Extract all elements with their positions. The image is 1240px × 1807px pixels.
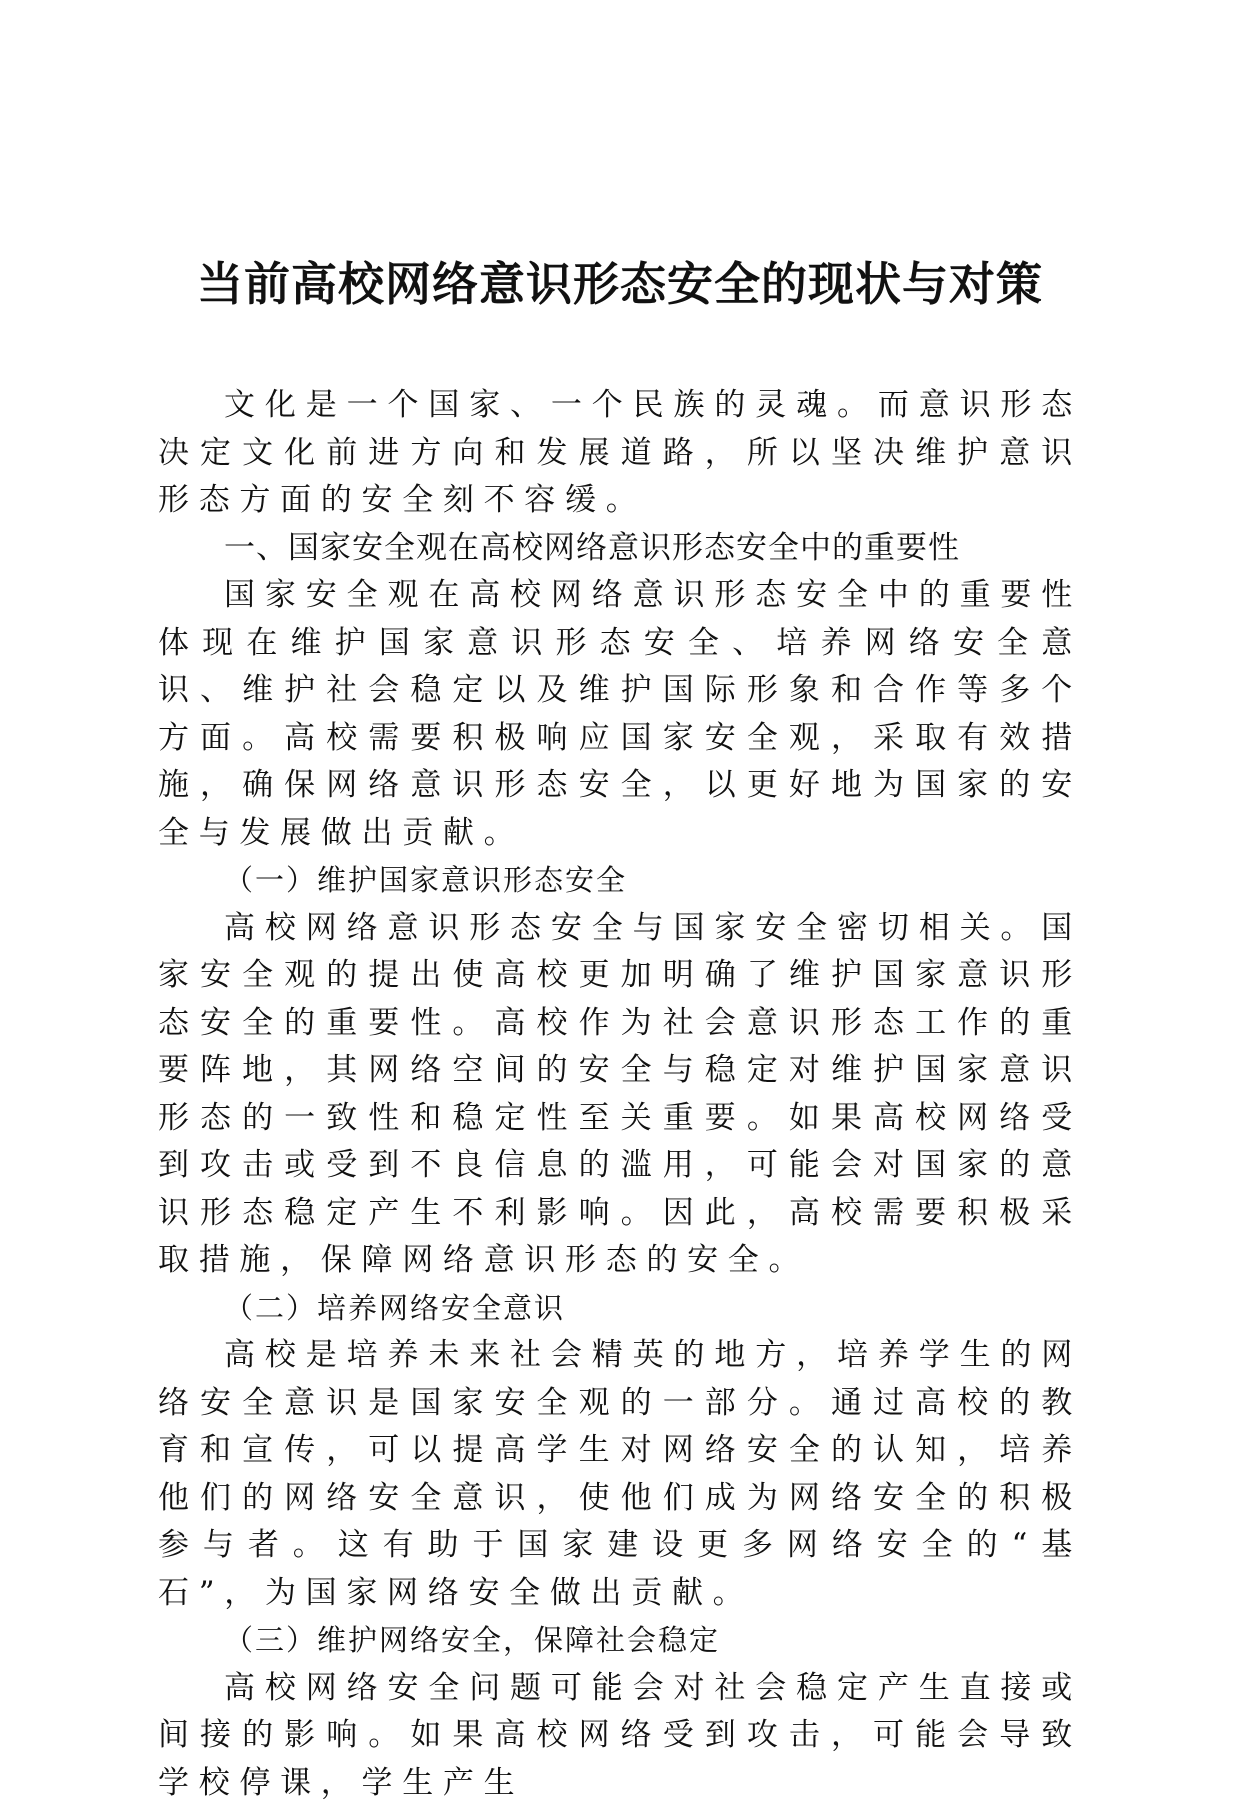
subsection-2-paragraph: 高校是培养未来社会精英的地方，培养学生的网络安全意识是国家安全观的一部分。通过高校的教育和宣传，可以提高学生对网络安全的认知，培养他们的网络安全意识，使他们成为网络安全的积极参与者。这有助于国家建设更多网络安全的“基石”，为国家网络安全做出贡献。 — [158, 1332, 1082, 1617]
subsection-2-heading: （二）培养网络安全意识 — [158, 1285, 1082, 1333]
subsection-1-heading: （一）维护国家意识形态安全 — [158, 857, 1082, 905]
subsection-1-paragraph: 高校网络意识形态安全与国家安全密切相关。国家安全观的提出使高校更加明确了维护国家意识形态安全的重要性。高校作为社会意识形态工作的重要阵地，其网络空间的安全与稳定对维护国家意识形态的一致性和稳定性至关重要。如果高校网络受到攻击或受到不良信息的滥用，可能会对国家的意识形态稳定产生不利影响。因此，高校需要积极采取措施，保障网络意识形态的安全。 — [158, 905, 1082, 1285]
section-1-heading: 一、国家安全观在高校网络意识形态安全中的重要性 — [158, 525, 1082, 573]
subsection-3-heading: （三）维护网络安全，保障社会稳定 — [158, 1617, 1082, 1665]
document-body — [158, 382, 1082, 1807]
subsection-3-paragraph: 高校网络安全问题可能会对社会稳定产生直接或间接的影响。如果高校网络受到攻击，可能会导致学校停课，学生产生 — [158, 1665, 1082, 1807]
section-1-paragraph: 国家安全观在高校网络意识形态安全中的重要性体现在维护国家意识形态安全、培养网络安全意识、维护社会稳定以及维护国际形象和合作等多个方面。高校需要积极响应国家安全观，采取有效措施，确保网络意识形态安全，以更好地为国家的安全与发展做出贡献。 — [158, 572, 1082, 857]
document-title: 当前高校网络意识形态安全的现状与对策 — [158, 252, 1082, 316]
intro-paragraph: 文化是一个国家、一个民族的灵魂。而意识形态决定文化前进方向和发展道路，所以坚决维护意识形态方面的安全刻不容缓。 — [158, 382, 1082, 525]
document-page — [158, 0, 1082, 1754]
